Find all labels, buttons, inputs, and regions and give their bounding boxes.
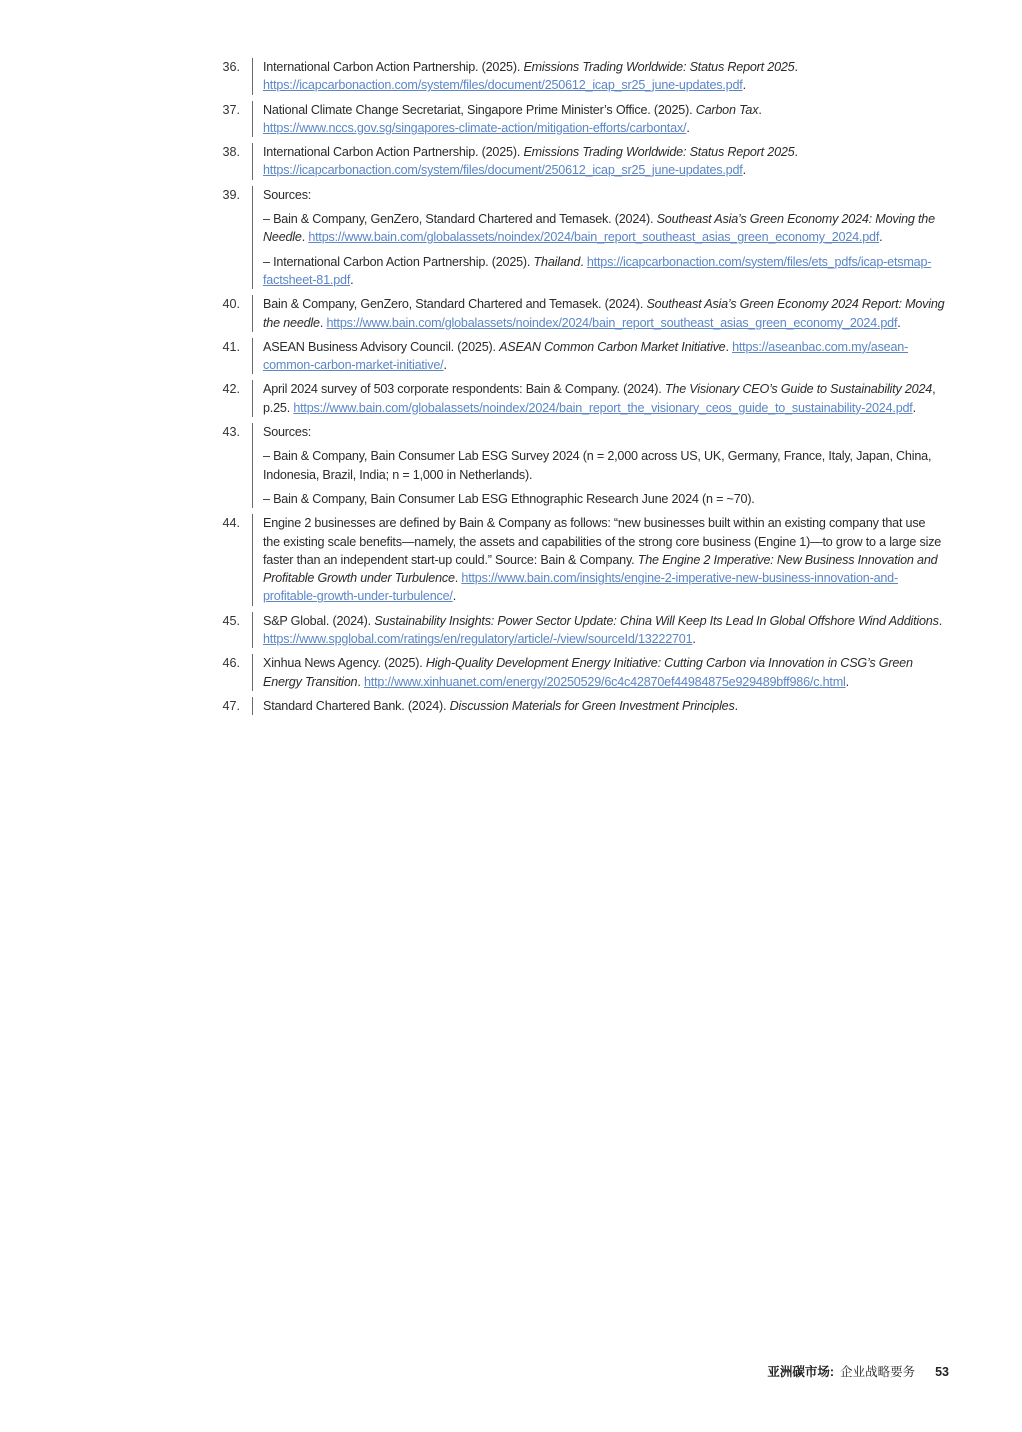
reference-number: 39.	[222, 187, 240, 202]
reference-main	[263, 654, 945, 691]
reference-text: Sources:	[263, 425, 312, 440]
reference-text: .	[692, 632, 696, 647]
reference-text: Sources:	[263, 187, 312, 202]
reference-entry	[200, 612, 945, 649]
reference-text: .	[301, 230, 309, 245]
reference-main	[263, 338, 945, 375]
reference-text: .	[443, 358, 447, 373]
reference-main	[263, 697, 945, 715]
reference-text: – Bain & Company, Bain Consumer Lab ESG Ethnographic Research June 2024 (n = ~70).	[263, 491, 755, 506]
reference-text: April 2024 survey of 503 corporate respondents: Bain & Company. (2024).	[263, 382, 665, 397]
reference-title: ASEAN Common Carbon Market Initiative	[499, 339, 726, 354]
reference-text: Xinhua News Agency. (2025).	[263, 656, 426, 671]
reference-text: .	[742, 78, 746, 93]
reference-main	[263, 423, 945, 441]
reference-text: – International Carbon Action Partnership. (2025).	[263, 254, 534, 269]
reference-text: Bain & Company, GenZero, Standard Chartered and Temasek. (2024).	[263, 297, 647, 312]
reference-number: 42.	[222, 382, 240, 397]
reference-entry	[200, 423, 945, 508]
reference-entry	[200, 295, 945, 332]
reference-entry	[200, 101, 945, 138]
reference-link[interactable]: https://www.bain.com/globalassets/noindex/2024/bain_report_the_visionary_ceos_guide_to_sustainability-2024.pdf	[293, 400, 913, 415]
reference-entry	[200, 186, 945, 289]
reference-main	[263, 514, 945, 605]
reference-text: .	[686, 120, 690, 135]
page-footer	[767, 1362, 949, 1380]
reference-main	[263, 101, 945, 138]
reference-link[interactable]: https://www.spglobal.com/ratings/en/regulatory/article/-/view/sourceId/13222701	[263, 632, 693, 647]
reference-text: – Bain & Company, Bain Consumer Lab ESG Survey 2024 (n = 2,000 across US, UK, Germany, France, Italy, Japan, China, Indonesia, Brazil, India; n = 1,000 in Netherlands).	[263, 449, 932, 482]
reference-text: National Climate Change Secretariat, Singapore Prime Minister’s Office. (2025).	[263, 102, 696, 117]
reference-body	[252, 186, 945, 289]
reference-entry	[200, 143, 945, 180]
reference-number: 37.	[222, 102, 240, 117]
reference-entry	[200, 697, 945, 715]
reference-entry	[200, 338, 945, 375]
reference-body	[252, 654, 945, 691]
reference-link[interactable]: http://www.xinhuanet.com/energy/20250529/6c4c42870ef44984875e929489bff986/c.html	[363, 674, 846, 689]
reference-text: .	[580, 254, 587, 269]
reference-body	[252, 295, 945, 332]
footer-title-bold: 亚洲碳市场:	[767, 1365, 835, 1379]
reference-link[interactable]: https://icapcarbonaction.com/system/files/ets_pdfs/icap-etsmap-factsheet-81.pdf	[263, 254, 932, 287]
reference-number: 43.	[222, 425, 240, 440]
reference-number: 36.	[222, 60, 240, 74]
reference-text: .	[357, 674, 364, 689]
footer-title: 企业战略要务	[840, 1365, 916, 1379]
reference-body	[252, 423, 945, 508]
reference-body	[252, 612, 945, 649]
reference-body	[252, 338, 945, 375]
reference-number: 45.	[222, 613, 240, 628]
reference-link[interactable]: https://icapcarbonaction.com/system/files/document/250612_icap_sr25_june-updates.pdf	[263, 78, 743, 93]
reference-body	[252, 58, 945, 95]
reference-entry	[200, 380, 945, 417]
reference-sub-item	[263, 253, 945, 290]
reference-text: .	[845, 674, 849, 689]
reference-sub-item	[263, 490, 945, 508]
reference-title: Southeast Asia’s Green Economy 2024 Report: Moving the needle	[263, 297, 945, 330]
reference-text: .	[452, 589, 457, 604]
reference-main	[263, 143, 945, 180]
reference-link[interactable]: https://www.bain.com/insights/engine-2-imperative-new-business-innovation-and-profitable-growth-under-turbulence/	[263, 571, 898, 604]
reference-text: .	[897, 315, 901, 330]
reference-link[interactable]: https://www.bain.com/globalassets/noindex/2024/bain_report_southeast_asias_green_economy_2024.pdf	[308, 230, 880, 245]
reference-title: The Engine 2 Imperative: New Business Innovation and Profitable Growth under Turbulence	[263, 552, 938, 586]
reference-text: .	[725, 339, 733, 354]
reference-text: .	[319, 315, 327, 330]
reference-text: .	[350, 272, 354, 287]
reference-title: Sustainability Insights: Power Sector Update: China Will Keep Its Lead In Global Offshore Wind Additions	[374, 613, 939, 628]
reference-number: 41.	[222, 339, 240, 354]
reference-title: Southeast Asia’s Green Economy 2024: Moving the Needle	[263, 212, 935, 245]
reference-title: Emissions Trading Worldwide: Status Report 2025	[523, 60, 795, 74]
reference-text: .	[742, 163, 746, 178]
reference-number: 44.	[222, 516, 240, 531]
reference-text: S&P Global. (2024).	[263, 613, 375, 628]
reference-main	[263, 58, 945, 95]
page-number: 53	[935, 1365, 949, 1379]
reference-title: The Visionary CEO’s Guide to Sustainability 2024	[664, 382, 933, 397]
reference-text: ASEAN Business Advisory Council. (2025).	[263, 339, 500, 354]
reference-number: 38.	[222, 145, 240, 160]
reference-text: .	[454, 571, 462, 586]
reference-link[interactable]: https://www.nccs.gov.sg/singapores-climate-action/mitigation-efforts/carbontax/	[263, 120, 687, 135]
reference-sub-item	[263, 210, 945, 247]
reference-title: Discussion Materials for Green Investment Principles	[449, 698, 735, 713]
reference-title: Emissions Trading Worldwide: Status Report 2025	[523, 145, 795, 160]
reference-number: 47.	[222, 698, 240, 713]
reference-text: Standard Chartered Bank. (2024).	[263, 698, 450, 713]
reference-main	[263, 612, 945, 649]
reference-text: .	[734, 698, 738, 713]
reference-text: International Carbon Action Partnership. (2025).	[263, 60, 524, 74]
reference-text: .	[794, 145, 798, 160]
reference-entry	[200, 58, 945, 95]
reference-list	[200, 58, 945, 721]
reference-text: .	[912, 400, 916, 415]
reference-body	[252, 697, 945, 715]
reference-text: , p.25.	[263, 382, 936, 415]
reference-main	[263, 295, 945, 332]
reference-title: Thailand	[533, 254, 581, 269]
reference-text: .	[758, 102, 762, 117]
reference-sub-item	[263, 447, 945, 484]
reference-body	[252, 143, 945, 180]
reference-main	[263, 380, 945, 417]
reference-text: International Carbon Action Partnership. (2025).	[263, 145, 524, 160]
reference-number: 40.	[222, 297, 240, 312]
reference-body	[252, 101, 945, 138]
reference-body	[252, 514, 945, 605]
reference-text: .	[938, 613, 943, 628]
reference-link[interactable]: https://aseanbac.com.my/asean-common-carbon-market-initiative/	[263, 339, 909, 373]
reference-number: 46.	[222, 656, 240, 671]
reference-title: High-Quality Development Energy Initiative: Cutting Carbon via Innovation in CSG’s Green Energy Transition	[263, 656, 913, 689]
reference-entry	[200, 514, 945, 605]
reference-text: – Bain & Company, GenZero, Standard Chartered and Temasek. (2024).	[263, 212, 657, 227]
reference-body	[252, 380, 945, 417]
reference-title: Carbon Tax	[695, 102, 759, 117]
reference-text: .	[879, 230, 883, 245]
reference-text: Engine 2 businesses are defined by Bain & Company as follows: “new businesses built within an existing company that use the existing scale benefits—namely, the assets and capabilities of the strong core business (Engine 1)—to grow to a large size faster than an independent start-up could.” Source: Bain & Company.	[263, 516, 942, 567]
reference-entry	[200, 654, 945, 691]
reference-main	[263, 186, 945, 204]
reference-link[interactable]: https://icapcarbonaction.com/system/files/document/250612_icap_sr25_june-updates.pdf	[263, 163, 743, 178]
reference-text: .	[794, 60, 798, 74]
reference-link[interactable]: https://www.bain.com/globalassets/noindex/2024/bain_report_southeast_asias_green_economy_2024.pdf	[326, 315, 898, 330]
